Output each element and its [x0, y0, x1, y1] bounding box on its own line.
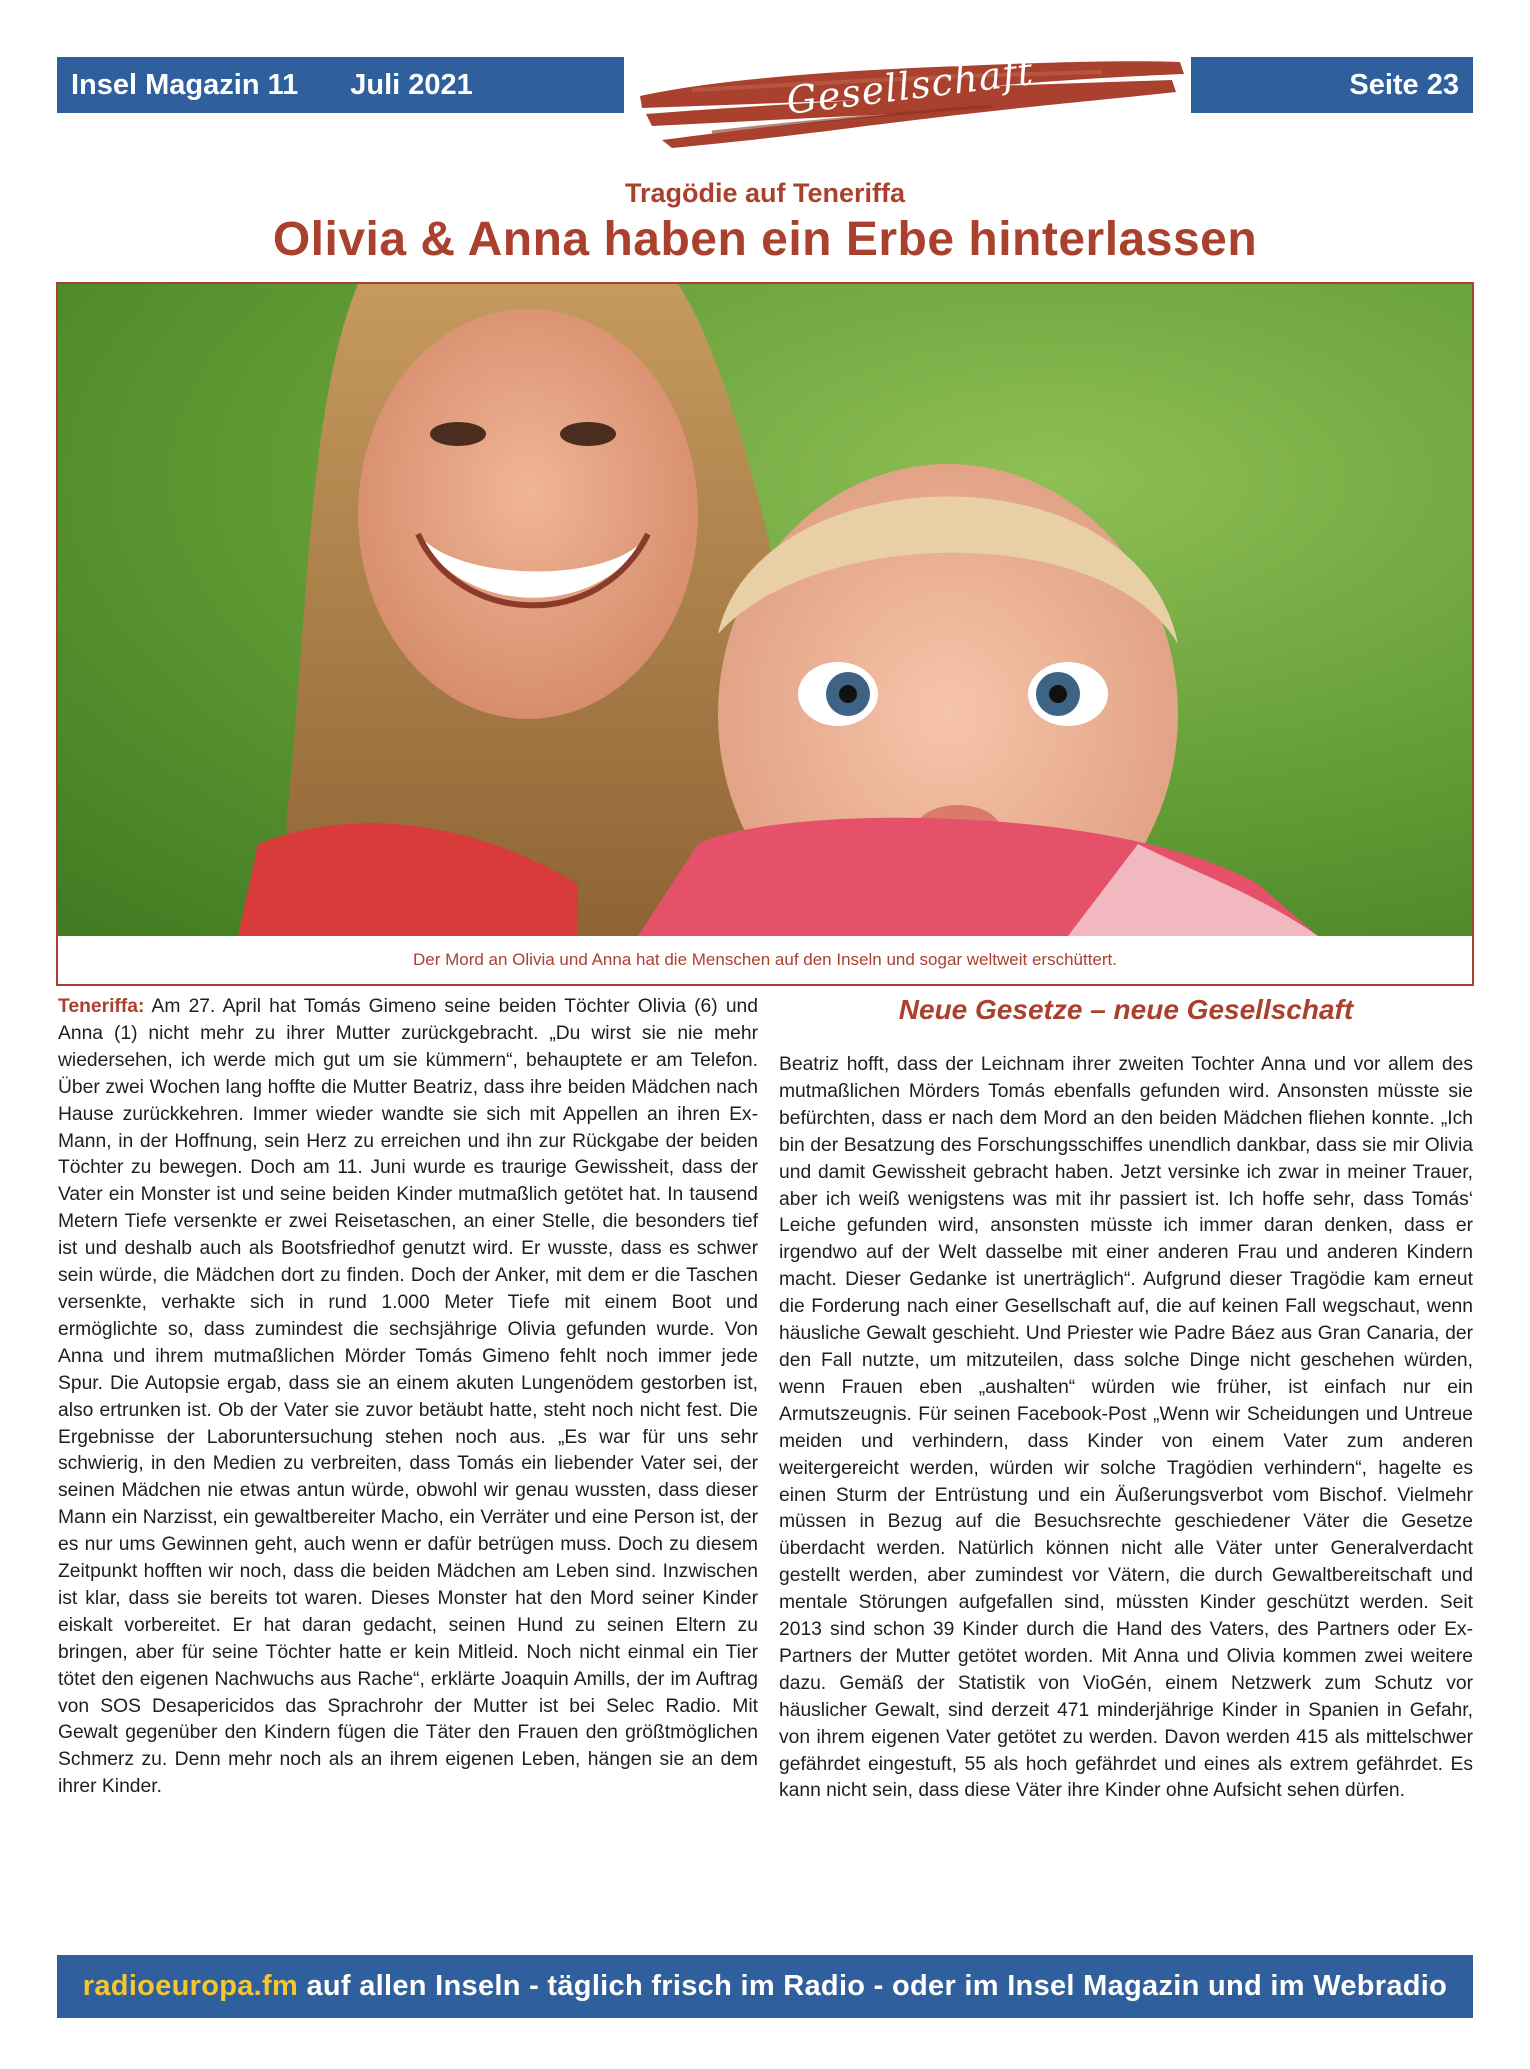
left-body-text: Am 27. April hat Tomás Gimeno seine beiden Töchter Olivia (6) und Anna (1) nicht mehr zu ihrer Mutter zurückgebracht. „Du wirst sie nie mehr wiedersehen, ich werde mich gut um sie kümmern“, behauptete er am Telefon. Über zwei Wochen lang hoffte die Mutter Beatriz, dass ihre beiden Mädchen nach Hause zurückkehren. Immer wieder wandte sie sich mit Appellen an ihren Ex-Mann, in der Hoffnung, sein Herz zu erreichen und ihn zur Rückgabe der beiden Töchter zu bewegen. Doch am 11. Juni wurde es traurige Gewissheit, dass der Vater ein Monster ist und seine beiden Kinder mutmaßlich getötet hat. In tausend Metern Tiefe versenkte er zwei Reisetaschen, an einer Stelle, die besonders tief ist und deshalb auch als Bootsfriedhof genutzt wird. Er wusste, dass es schwer sein würde, die Mädchen dort zu finden. Doch der Anker, mit dem er die Taschen versenkte, verhakte sich in rund 1.000 Meter Tiefe mit einem Boot und ermöglichte so, dass zumindest die sechsjährige Olivia gefunden wurde. Von Anna und ihrem mutmaßlichen Mörder Tomás Gimeno fehlt noch immer jede Spur. Die Autopsie ergab, dass sie an einem akuten Lungenödem gestorben ist, also ertrunken ist. Ob der Vater sie zuvor betäubt hatte, steht noch nicht fest. Die Ergebnisse der Laboruntersuchung stehen noch aus. „Es war für uns sehr schwierig, in den Medien zu verbreiten, dass Tomás ein liebender Vater sei, der seinen Mädchen nie etwas antun würde, obwohl wir genau wussten, dass dieser Mann ein Narzisst, ein gewaltbereiter Macho, ein Verräter und eine Person ist, der es nur ums Gewinnen geht, auch wenn er dafür betrügen muss. Doch zu diesem Zeitpunkt hofften wir noch, dass die beiden Mädchen am Leben sind. Inzwischen ist klar, dass sie bereits tot waren. Dieses Monster hat den Mord seiner Kinder eiskalt vorbereitet. Er hat daran gedacht, seinen Hund zu seinen Eltern zu bringen, aber für seine Töchter hatte er kein Mitleid. Noch nicht einmal ein Tier tötet den eigenen Nachwuchs aus Rache“, erklärte Joaquin Amills, der im Auftrag von SOS Desapericidos das Sprachrohr der Mutter ist bei Selec Radio. Mit Gewalt gegenüber den Kindern fügen die Täter den Frauen den größtmöglichen Schmerz zu. Denn mehr noch als an ihrem eigenen Leben, hängen sie an dem ihrer Kinder. — [58, 996, 758, 1798]
article-column-left — [58, 994, 758, 1801]
dateline: Teneriffa: — [58, 996, 145, 1017]
footer-banner — [57, 1955, 1473, 2018]
photo-frame — [56, 282, 1474, 986]
section-rubric: Gesellschaft — [784, 49, 1036, 123]
header-issue-bar — [57, 57, 624, 113]
issue-date: Juli 2021 — [350, 69, 473, 101]
article-column-right — [779, 1052, 1473, 1805]
footer-url[interactable]: radioeuropa.fm — [82, 1970, 299, 2002]
article-kicker: Tragödie auf Teneriffa — [624, 178, 906, 208]
photo-caption: Der Mord an Olivia und Anna hat die Menschen auf den Inseln und sogar weltweit erschüttert. — [412, 950, 1117, 969]
article-headline: Olivia & Anna haben ein Erbe hinterlassen — [272, 213, 1258, 266]
photo-illustration — [58, 284, 1472, 936]
footer-tagline: auf allen Inseln - täglich frisch im Radio - oder im Insel Magazin und im Webradio — [298, 1970, 1448, 2002]
article-subheading: Neue Gesetze – neue Gesellschaft — [898, 994, 1354, 1025]
right-body-text: Beatriz hofft, dass der Leichnam ihrer zweiten Tochter Anna und vor allem des mutmaßlichen Mörders Tomás ebenfalls gefunden wird. Ansonsten müsste sie befürchten, dass er nach dem Mord an den beiden Mädchen fliehen konnte. „Ich bin der Besatzung des Forschungsschiffes unendlich dankbar, dass sie mir Olivia und damit Gewissheit gebracht haben. Jetzt versinke ich zwar in meiner Trauer, aber ich weiß wenigstens was mit ihr passiert ist. Ich hoffe sehr, dass Tomás‘ Leiche gefunden wird, ansonsten müsste ich immer daran denken, dass er irgendwo auf der Welt dasselbe mit einer anderen Frau und anderen Kindern macht. Dieser Gedanke ist unerträglich“. Aufgrund dieser Tragödie kam erneut die Forderung nach einer Gesellschaft auf, die auf keinen Fall wegschaut, wenn häusliche Gewalt geschieht. Und Priester wie Padre Báez aus Gran Canaria, der den Fall nutzte, um mitzuteilen, dass solche Dinge nicht geschehen würden, wenn Frauen eben „aushalten“ würden wie früher, ist einfach nur ein Armutszeugnis. Für seinen Facebook-Post „Wenn wir Scheidungen und Untreue meiden und verhindern, dass Kinder von einem Vater zum anderen weitergereicht werden, würden wir solche Tragödien verhindern“, hagelte es einen Sturm der Entrüstung und ein Äußerungsverbot vom Bischof. Vielmehr müssen in Bezug auf die Besuchsrechte geschiedener Väter die Gesetze überdacht werden. Natürlich können nicht alle Väter unter Generalverdacht gestellt werden, aber zumindest vor Vätern, die durch Gewaltbereitschaft und mentale Störungen aufgefallen sind, müssten Kinder geschützt werden. Seit 2013 sind schon 39 Kinder durch die Hand des Vaters, des Partners oder Ex-Partners der Mutter getötet worden. Mit Anna und Olivia kommen zwei weitere dazu. Gemäß der Statistik von VioGén, einem Netzwerk zum Schutz vor häuslicher Gewalt, sind derzeit 471 minderjährige Kinder in Spanien in Gefahr, von ihrem eigenen Vater getötet zu werden. Davon werden 415 als mittelschwer gefährdet eingestuft, 55 als hoch gefährdet und eines als extrem gefährdet. Es kann nicht sein, dass diese Väter ihre Kinder ohne Aufsicht sehen dürfen. — [779, 1054, 1473, 1802]
article-photo — [58, 284, 1472, 936]
page-number: Seite 23 — [1191, 57, 1473, 113]
magazine-name: Insel Magazin 11 — [71, 69, 299, 101]
